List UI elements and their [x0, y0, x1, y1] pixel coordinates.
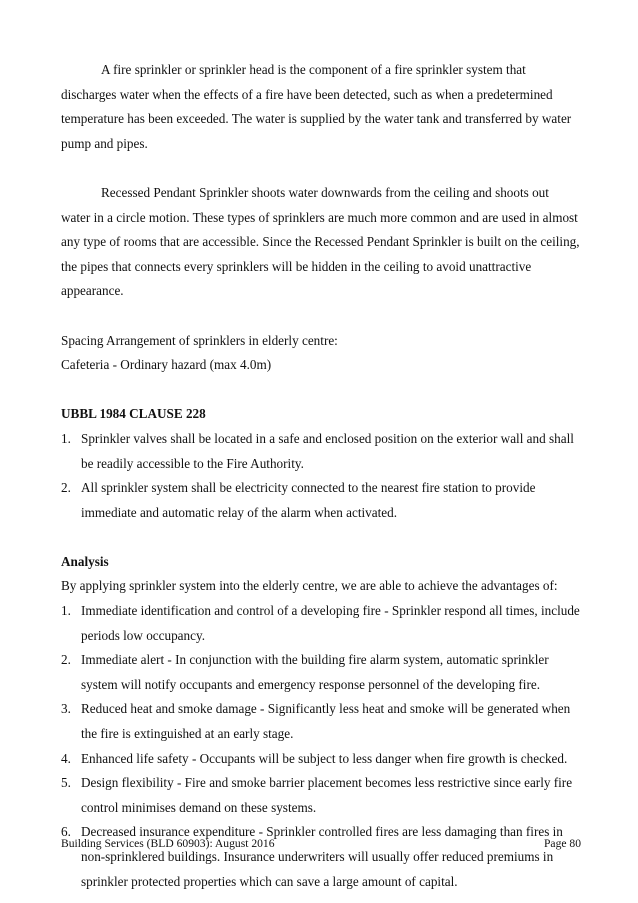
document-page — [61, 58, 581, 894]
spacing-title: Spacing Arrangement of sprinklers in elderly centre: — [61, 332, 338, 348]
list-text: All sprinkler system shall be electricity connected to the nearest fire station to provide immediate and automatic relay of the alarm when activated. — [81, 480, 536, 520]
footer-page-number: Page 80 — [543, 837, 581, 850]
list-number: 2. — [61, 652, 71, 668]
list-text: Decreased insurance expenditure - Sprinkler controlled fires are less damaging than fires in non-sprinklered buildings. Insurance underwriters will usually offer reduced premiums in sprinkler protected properties which can save a large amount of capital. — [81, 824, 563, 889]
list-text: Immediate identification and control of a developing fire - Sprinkler respond all times, include periods low occupancy. — [81, 603, 580, 643]
spacer — [61, 156, 581, 181]
list-item — [61, 599, 581, 648]
list-item — [61, 747, 581, 772]
list-number: 6. — [61, 824, 71, 840]
list-item — [61, 476, 581, 525]
list-number: 1. — [61, 430, 71, 446]
list-item — [61, 648, 581, 697]
list-number: 1. — [61, 603, 71, 619]
page-footer — [61, 837, 581, 850]
list-number: 3. — [61, 701, 71, 717]
analysis-heading: Analysis — [61, 553, 109, 569]
list-text: Design flexibility - Fire and smoke barrier placement becomes less restrictive since early fire control minimises demand on these systems. — [81, 775, 573, 815]
spacing-item: Cafeteria - Ordinary hazard (max 4.0m) — [61, 357, 272, 373]
intro-paragraph: A fire sprinkler or sprinkler head is the component of a fire sprinkler system that discharges water when the effects of a fire have been detected, such as when a predetermined temperature has been exceeded. The water is supplied by the water tank and transferred by water pump and pipes. — [61, 62, 572, 151]
list-text: Enhanced life safety - Occupants will be subject to less danger when fire growth is checked. — [81, 750, 568, 766]
list-item — [61, 697, 581, 746]
list-number: 4. — [61, 750, 71, 766]
spacer — [61, 304, 581, 329]
pendant-sprinkler-paragraph: Recessed Pendant Sprinkler shoots water downwards from the ceiling and shoots out water in a circle motion. These types of sprinklers are much more common and are used in almost any type of rooms that are accessible. Since the Recessed Pendant Sprinkler is built on the ceiling, the pipes that connects every sprinklers will be hidden in the ceiling to avoid unattractive appearance. — [61, 184, 580, 299]
list-item — [61, 820, 581, 894]
list-text: Immediate alert - In conjunction with the building fire alarm system, automatic sprinkler system will notify occupants and emergency response personnel of the developing fire. — [81, 652, 549, 692]
list-number: 2. — [61, 480, 71, 496]
footer-course: Building Services (BLD 60903): August 2016 — [61, 837, 275, 850]
spacer — [61, 525, 581, 550]
ubbl-list — [61, 427, 581, 525]
spacer — [61, 378, 581, 403]
analysis-intro: By applying sprinkler system into the elderly centre, we are able to achieve the advantages of: — [61, 578, 558, 594]
list-number: 5. — [61, 775, 71, 791]
list-text: Sprinkler valves shall be located in a safe and enclosed position on the exterior wall and shall be readily accessible to the Fire Authority. — [81, 430, 574, 471]
list-text: Reduced heat and smoke damage - Significantly less heat and smoke will be generated when the fire is extinguished at an early stage. — [81, 701, 571, 742]
ubbl-heading: UBBL 1984 CLAUSE 228 — [61, 406, 206, 422]
list-item — [61, 427, 581, 476]
list-item — [61, 771, 581, 820]
